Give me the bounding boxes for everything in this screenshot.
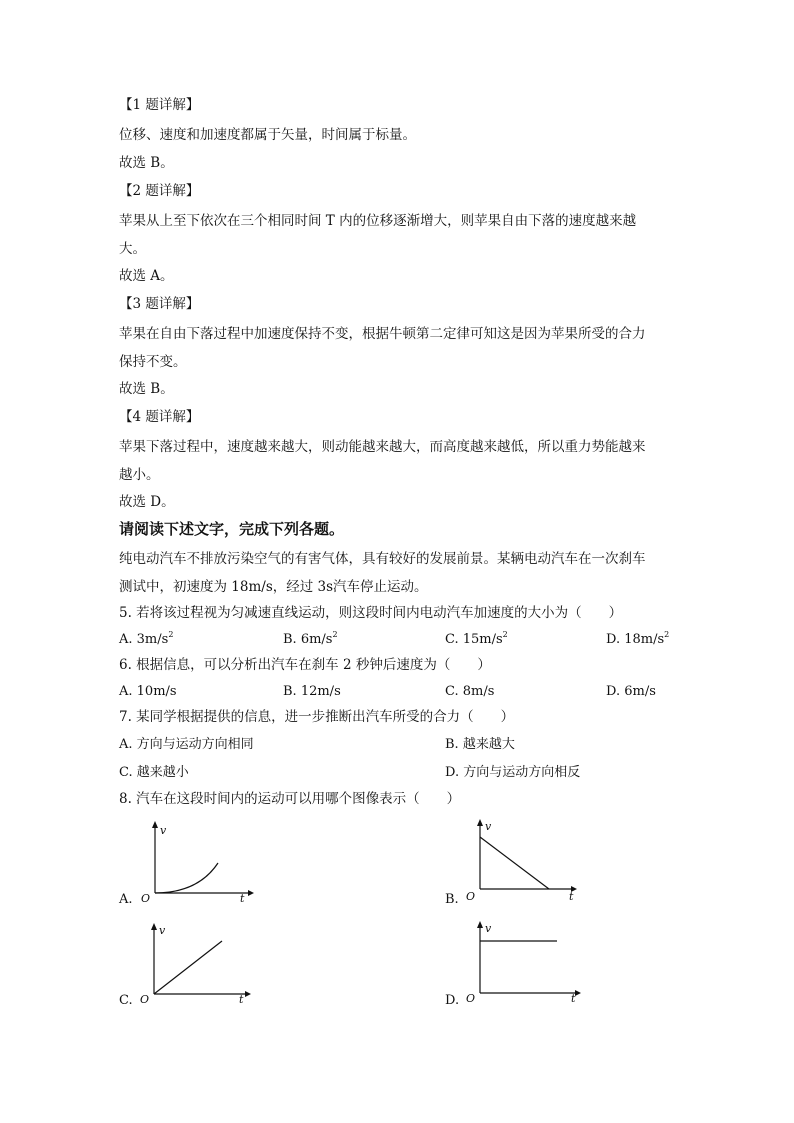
question-8-option-b-label[interactable]: B. (445, 892, 459, 907)
section-2-text-1: 苹果从上至下依次在三个相同时间 T 内的位移逐渐增大，则苹果自由下落的速度越来越 (119, 213, 637, 229)
question-5-option-c[interactable]: C. $15m/s^2$ (445, 630, 508, 647)
section-1-answer: 故选 B。 (119, 155, 174, 171)
graph-a-line (155, 863, 218, 893)
section-3-answer: 故选 B。 (119, 381, 174, 397)
section-2-text-2: 大。 (119, 241, 146, 257)
question-8-stem: 8. 汽车在这段时间内的运动可以用哪个图像表示（ ） (119, 791, 461, 807)
graph-c-v-label: v (159, 924, 166, 937)
passage-line-2: 测试中，初速度为 18m/s，经过 3s汽车停止运动。 (119, 579, 428, 595)
question-7-option-c[interactable]: C. 越来越小 (119, 765, 189, 780)
question-7-option-d[interactable]: D. 方向与运动方向相反 (445, 765, 581, 780)
graph-c-v-arrow (151, 923, 157, 930)
question-7-stem: 7. 某同学根据提供的信息，进一步推断出汽车所受的合力（ ） (119, 709, 515, 725)
graph-a-v-arrow (152, 821, 158, 828)
question-5-option-a[interactable]: A. $3m/s^2$ (119, 630, 174, 647)
question-7-option-b[interactable]: B. 越来越大 (445, 737, 515, 752)
graph-b-v-arrow (477, 819, 483, 826)
graph-d-v-label: v (485, 922, 492, 935)
section-4-text-2: 越小。 (119, 467, 160, 483)
section-2-answer: 故选 A。 (119, 268, 174, 284)
question-6-option-c[interactable]: C. 8m/s (445, 684, 495, 699)
graph-d-v-arrow (477, 921, 483, 928)
section-3-text-1: 苹果在自由下落过程中加速度保持不变，根据牛顿第二定律可知这是因为苹果所受的合力 (119, 326, 646, 342)
passage-line-1: 纯电动汽车不排放污染空气的有害气体，具有较好的发展前景。某辆电动汽车在一次刹车 (119, 551, 646, 567)
section-4-tag: 【4 题详解】 (119, 409, 200, 425)
graph-a-t-arrow (248, 890, 254, 896)
question-6-option-b[interactable]: B. 12m/s (283, 684, 341, 699)
graph-d-t-label: t (571, 992, 576, 1005)
graph-d-constant[interactable] (463, 918, 588, 1008)
question-8-option-d-label[interactable]: D. (445, 993, 460, 1008)
question-8-option-c-label[interactable]: C. (119, 993, 133, 1008)
question-5-option-b[interactable]: B. $6m/s^2$ (283, 630, 338, 647)
question-8-option-a-label[interactable]: A. (119, 892, 133, 907)
graph-c-t-label: t (239, 993, 244, 1006)
graph-b-line (480, 837, 549, 889)
graph-c-origin: O (140, 993, 150, 1006)
question-7-option-a[interactable]: A. 方向与运动方向相同 (119, 737, 254, 752)
graph-a-t-label: t (240, 892, 245, 905)
graph-a-v-label: v (160, 824, 167, 837)
graph-b-v-label: v (485, 820, 492, 833)
section-3-text-2: 保持不变。 (119, 354, 187, 370)
graph-b-line-down[interactable] (463, 816, 583, 906)
reading-title: 请阅读下述文字，完成下列各题。 (119, 520, 345, 538)
section-2-tag: 【2 题详解】 (119, 183, 200, 199)
question-6-option-a[interactable]: A. 10m/s (119, 684, 177, 699)
graph-c-line-up[interactable] (138, 920, 258, 1010)
question-6-option-d[interactable]: D. 6m/s (606, 684, 656, 699)
section-1-tag: 【1 题详解】 (119, 97, 200, 113)
section-4-text-1: 苹果下落过程中，速度越来越大，则动能越来越大，而高度越来越低，所以重力势能越来 (119, 439, 646, 455)
graph-b-t-label: t (569, 890, 574, 903)
section-3-tag: 【3 题详解】 (119, 296, 200, 312)
section-1-text: 位移、速度和加速度都属于矢量，时间属于标量。 (119, 127, 416, 143)
graph-a-curve-up[interactable] (138, 818, 258, 908)
graph-c-line (154, 941, 222, 994)
question-5-option-d[interactable]: D. $18m/s^2$ (606, 630, 670, 647)
section-4-answer: 故选 D。 (119, 494, 175, 510)
question-5-stem: 5. 若将该过程视为匀减速直线运动，则这段时间内电动汽车加速度的大小为（ ） (119, 605, 623, 621)
question-6-stem: 6. 根据信息，可以分析出汽车在刹车 2 秒钟后速度为（ ） (119, 657, 491, 673)
graph-d-t-arrow (575, 990, 581, 996)
graph-a-origin: O (141, 892, 151, 905)
graph-b-origin: O (466, 890, 476, 903)
graph-d-origin: O (466, 992, 476, 1005)
graph-c-t-arrow (245, 991, 251, 997)
